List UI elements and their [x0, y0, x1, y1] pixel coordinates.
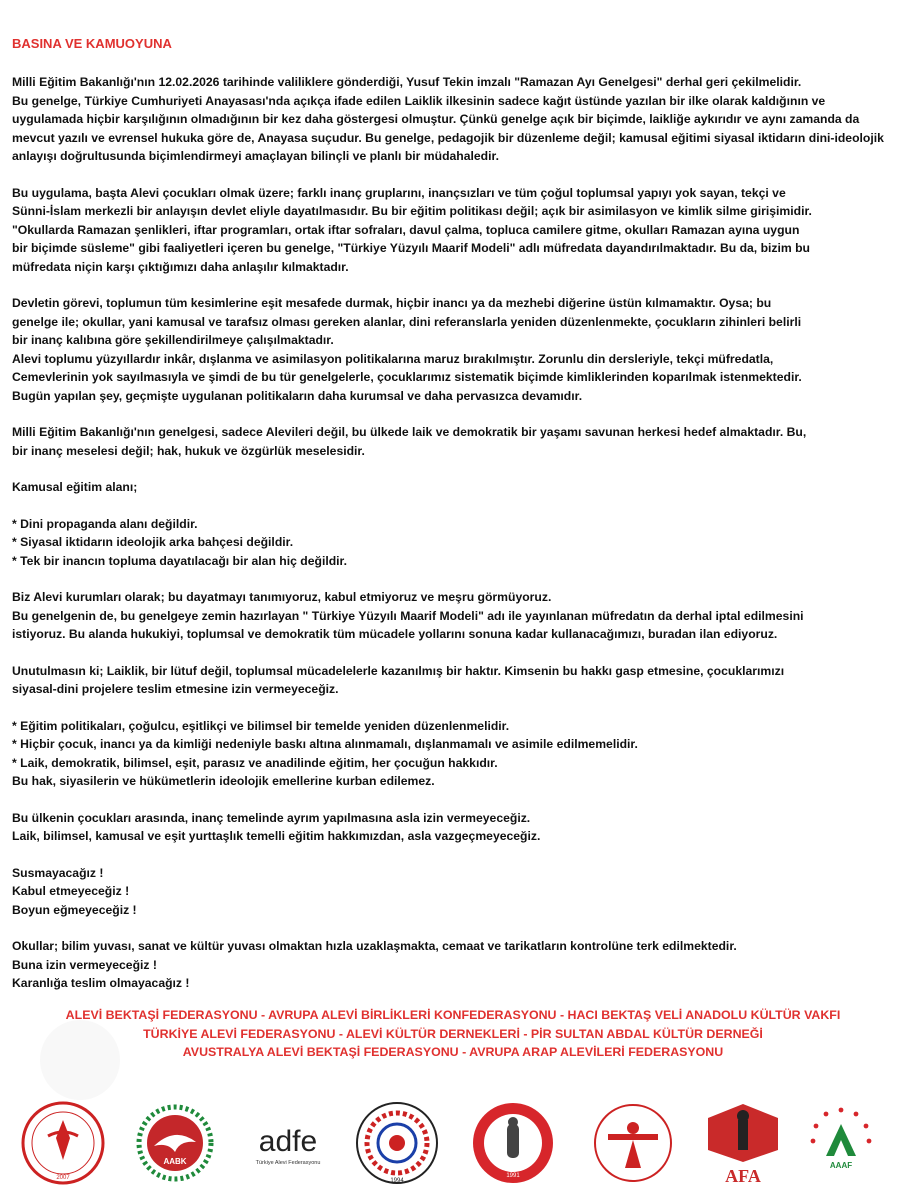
adfe-subtext: Türkiye Alevi Federasyonu [255, 1160, 321, 1166]
statement-paragraph [12, 809, 892, 846]
statement-paragraph [12, 864, 892, 920]
paragraph-line: Bu ülkenin çocukları arasında, inanç temelinde ayrım yapılmasına asla izin vermeyeceğiz. [12, 810, 531, 825]
statement-paragraph [12, 423, 892, 460]
paragraph-line: * Laik, demokratik, bilimsel, eşit, parasız ve anadilinde eğitim, her çocuğun hakkıdır. [12, 755, 498, 770]
statement-paragraph [12, 515, 892, 571]
statement-paragraph [12, 717, 892, 791]
aabk-logo [130, 1098, 220, 1188]
paragraph-line: Biz Alevi kurumları olarak; bu dayatmayı tanımıyoruz, kabul etmiyoruz ve meşru görmüyoruz. [12, 590, 552, 604]
paragraph-line: müfredata niçin karşı çıktığımızı daha anlaşılır kılmaktadır. [12, 259, 349, 274]
aaaf-logo [796, 1098, 886, 1188]
signatory-organizations [0, 1006, 906, 1062]
paragraph-line: Unutulmasın ki; Laiklik, bir lütuf değil, toplumsal mücadelelerle kazanılmış bir haktır. Kimsenin bu hakkı gasp etmesine, çocuklarımızı [12, 663, 785, 678]
paragraph-line: * Tek bir inancın topluma dayatılacağı bir alan hiç değildir. [12, 553, 348, 568]
paragraph-line: bir biçimde süsleme" gibi faaliyetleri içeren bu genelge, "Türkiye Yüzyılı Maarif Modeli" adlı müfredata dayandırılmaktadır. Bu da, bizim bu [12, 241, 811, 255]
paragraph-line: Bu genelge, Türkiye Cumhuriyeti Anayasası'nda açıkça ifade edilen Laiklik ilkesinin sadece kağıt üstünde yazılan bir ilke olarak kaldığının ve [12, 93, 826, 108]
aabk-text: AABK [163, 1157, 187, 1166]
afa-text: AFA [725, 1166, 761, 1186]
aaaf-text: AAAF [829, 1161, 853, 1170]
alevi-bektasi-federasyonu-logo [18, 1098, 108, 1188]
paragraph-line: Milli Eğitim Bakanlığı'nın genelgesi, sadece Alevileri değil, bu ülkede laik ve demokratik bir yaşamı savunan herkesi hedef almaktadır. Bu, [12, 425, 807, 439]
paragraph-line: Okullar; bilim yuvası, sanat ve kültür yuvası olmaktan hızla uzaklaşmakta, cemaat ve tarikatların kontrolüne terk edilmektedir. [12, 939, 737, 953]
statement-paragraphs [12, 73, 892, 993]
paragraph-line: Bugün yapılan şey, geçmişte uygulanan politikaların daha kurumsal ve daha pervasızca devamıdır. [12, 388, 583, 403]
adfe-logo [238, 1098, 338, 1188]
paragraph-line: * Dini propaganda alanı değildir. [12, 516, 198, 531]
paragraph-line: Buna izin vermeyeceğiz ! [12, 957, 157, 972]
paragraph-line: Devletin görevi, toplumun tüm kesimlerine eşit mesafede durmak, hiçbir inancı ya da mezhebi diğerine üstün kılmamaktır. Oysa; bu [12, 296, 772, 310]
statement-paragraph [12, 662, 892, 699]
paragraph-line: Bu hak, siyasilerin ve hükümetlerin ideolojik emellerine kurban edilemez. [12, 774, 435, 788]
statement-paragraph [12, 588, 892, 644]
organization-logos [0, 1098, 906, 1188]
abf-year: 2007 [56, 1175, 70, 1181]
paragraph-line: Cemevlerinin yok sayılmasıyla ve şimdi de bu tür genelgelerle, çocuklarımız sistematik biçimde kimliklerinden koparılmak istenmektedir. [12, 370, 802, 384]
statement-paragraph [12, 937, 892, 993]
paragraph-line: Bu uygulama, başta Alevi çocukları olmak üzere; farklı inanç gruplarını, inançsızları ve tüm çoğul toplumsal yapıyı yok sayan, tekçi ve [12, 185, 786, 200]
alevi-kultur-dernekleri-logo [468, 1098, 558, 1188]
paragraph-line: "Okullarda Ramazan şenlikleri, iftar programları, ortak iftar sofraları, davul çalma, topluca camilere gitme, okulları Ramazan ayına uygun [12, 222, 800, 237]
paragraph-line: istiyoruz. Bu alanda hukukiyi, toplumsal ve demokratik tüm mücadele yollarını sonuna kadar kullanacağımızı, buradan ilan ediyoruz. [12, 627, 778, 641]
statement-paragraph [12, 73, 892, 166]
paragraph-line: Kabul etmeyeceğiz ! [12, 884, 130, 898]
paragraph-line: * Hiçbir çocuk, inancı ya da kimliği nedeniyle baskı altına alınmamalı, dışlanmamalı ve asimile edilmemelidir. [12, 737, 638, 751]
akd-year: 1991 [506, 1173, 520, 1179]
pir-sultan-abdal-logo [588, 1098, 678, 1188]
paragraph-line: Kamusal eğitim alanı; [12, 480, 138, 494]
paragraph-line: uygulamada hiçbir karşılığının olmadığının bir kez daha göstergesi olmuştur. Çünkü genelge açık bir biçimde, laikliğe aykırıdır ve aynı zamanda da [12, 112, 860, 126]
signatory-line: ALEVİ BEKTAŞİ FEDERASYONU - AVRUPA ALEVİ BİRLİKLERİ KONFEDERASYONU - HACI BEKTAŞ VELİ ANADOLU KÜLTÜR VAKFI [65, 1008, 841, 1022]
paragraph-line: Alevi toplumu yüzyıllardır inkâr, dışlanma ve asimilasyon politikalarına maruz bırakılmıştır. Zorunlu din dersleriyle, tekçi müfredatla, [12, 351, 774, 366]
paragraph-line: Laik, bilimsel, kamusal ve eşit yurttaşlık temelli eğitim hakkımızdan, asla vazgeçmeyeceğiz. [12, 829, 541, 843]
statement-paragraph [12, 294, 892, 405]
paragraph-line: * Eğitim politikaları, çoğulcu, eşitlikçi ve bilimsel bir temelde yeniden düzenlenmelidir. [12, 718, 510, 733]
statement-paragraph [12, 478, 892, 497]
paragraph-line: Sünni-İslam merkezli bir anlayışın devlet eliyle dayatılmasıdır. Bu bir eğitim politikası değil; açık bir asimilasyon ve kimlik silme girişimidir. [12, 204, 812, 218]
paragraph-line: bir inanç meselesi değil; hak, hukuk ve özgürlük meselesidir. [12, 443, 365, 458]
statement-body [12, 36, 892, 1011]
paragraph-line: Bu genelgenin de, bu genelgeye zemin hazırlayan " Türkiye Yüzyılı Maarif Modeli" adı ile yayınlanan müfredatın da derhal iptal edilmesini [12, 608, 804, 623]
paragraph-line: * Siyasal iktidarın ideolojik arka bahçesi değildir. [12, 535, 294, 549]
hbv-year: 1994 [390, 1178, 404, 1184]
paragraph-line: Susmayacağız ! [12, 865, 104, 880]
haci-bektas-veli-vakfi-logo [352, 1098, 442, 1188]
paragraph-line: siyasal-dini projelere teslim etmesine izin vermeyeceğiz. [12, 682, 339, 696]
afa-logo [698, 1098, 788, 1188]
paragraph-line: Karanlığa teslim olmayacağız ! [12, 976, 190, 990]
statement-heading: BASINA VE KAMUOYUNA [12, 36, 172, 51]
paragraph-line: Milli Eğitim Bakanlığı'nın 12.02.2026 tarihinde valiliklere gönderdiği, Yusuf Tekin imzalı "Ramazan Ayı Genelgesi" derhal geri çekilmelidir. [12, 75, 802, 89]
paragraph-line: genelge ile; okullar, yani kamusal ve tarafsız olması gereken alanlar, dini referanslarla yeniden düzenlenmekte, çocukların zihinleri belirli [12, 314, 802, 329]
signatory-line: TÜRKİYE ALEVİ FEDERASYONU - ALEVİ KÜLTÜR DERNEKLERİ - PİR SULTAN ABDAL KÜLTÜR DERNEĞİ [143, 1026, 763, 1041]
adfe-text: adfe [258, 1125, 318, 1158]
signatory-line: AVUSTRALYA ALEVİ BEKTAŞİ FEDERASYONU - AVRUPA ARAP ALEVİLERİ FEDERASYONU [182, 1045, 724, 1059]
statement-paragraph [12, 184, 892, 277]
paragraph-line: bir inanç kalıbına göre şekillendirilmeye çalışılmaktadır. [12, 333, 334, 347]
paragraph-line: mevcut yazılı ve evrensel hukuka göre de, Anayasa suçudur. Bu genelge, pedagojik bir düzenleme değil; kamusal eğitimi siyasal iktidarın dini-ideolojik [12, 130, 884, 145]
paragraph-line: Boyun eğmeyeceğiz ! [12, 902, 137, 917]
paragraph-line: anlayışı doğrultusunda biçimlendirmeyi amaçlayan bilinçli ve planlı bir müdahaledir. [12, 149, 499, 163]
